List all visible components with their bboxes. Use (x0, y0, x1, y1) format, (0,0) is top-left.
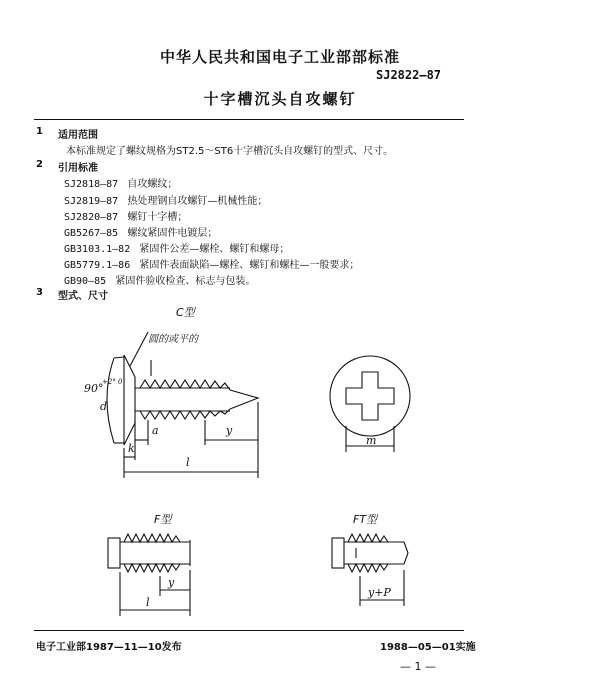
dim-y-label: y (226, 424, 233, 437)
ref-code: SJ2818—87 (64, 179, 119, 190)
footer-divider (34, 630, 464, 631)
ref-desc: 紧固件验收检查、标志与包装。 (115, 276, 256, 287)
head-shape-note: 圆的或平的 (148, 334, 198, 345)
ft-dim-yp-label: y+P (368, 586, 391, 599)
ref-code: GB90—85 (64, 276, 107, 287)
ref-code: GB5779.1—86 (64, 260, 131, 271)
issued-date: 电子工业部1987—11—10发布 (36, 642, 182, 653)
section-3-number: 3 (36, 287, 43, 298)
head-angle-arc (107, 358, 114, 443)
section-1-number: 1 (36, 126, 43, 137)
f-dim-y-label: y (168, 576, 175, 589)
ref-desc: 紧固件表面缺陷—螺栓、螺钉和螺柱—一般要求； (139, 260, 360, 271)
ref-desc: 热处理钢自攻螺钉—机械性能； (127, 196, 268, 207)
ft-type-label: FT型 (353, 513, 378, 526)
ref-code: GB5267—85 (64, 228, 119, 239)
countersunk-head (124, 355, 135, 445)
dim-a-label: a (152, 424, 159, 437)
section-2-title: 引用标准 (58, 163, 98, 174)
standard-code: SJ2822—87 (376, 68, 442, 82)
cross-recess (346, 372, 394, 420)
section-1-title: 适用范围 (58, 130, 98, 141)
org-standard-title: 中华人民共和国电子工业部部标准 (159, 48, 400, 66)
page-number: — 1 — (400, 660, 436, 673)
dim-m-label: m (366, 434, 377, 447)
section-1-text: 本标准规定了螺纹规格为ST2.5～ST6十字槽沉头自攻螺钉的型式、尺寸。 (66, 146, 394, 157)
ref-desc: 紧固件公差—螺栓、螺钉和螺母； (139, 244, 290, 255)
ref-desc: 螺钉十字槽； (127, 212, 188, 223)
ref-desc: 螺纹紧固件电镀层； (127, 228, 218, 239)
section-2-number: 2 (36, 159, 43, 170)
screw-tip (230, 390, 258, 409)
angle-label: 90° (84, 382, 104, 395)
ref-code: SJ2819—87 (64, 196, 119, 207)
ref-code: GB3103.1—82 (64, 244, 131, 255)
document-title: 十字槽沉头自攻螺钉 (203, 90, 357, 108)
f-dim-l-label: l (146, 596, 150, 609)
c-type-label: C型 (176, 306, 195, 319)
ref-desc: 自攻螺纹； (127, 179, 178, 190)
dim-l-label: l (186, 456, 190, 469)
ref-code: SJ2820—87 (64, 212, 119, 223)
effective-date: 1988—05—01实施 (380, 642, 476, 653)
section-3-title: 型式、尺寸 (58, 291, 108, 302)
f-type-label: F型 (154, 513, 172, 526)
dim-d-label: d (100, 400, 108, 413)
dim-k-label: k (128, 442, 135, 455)
angle-tolerance: +2° 0 (102, 378, 123, 386)
head-top-view (330, 356, 410, 436)
